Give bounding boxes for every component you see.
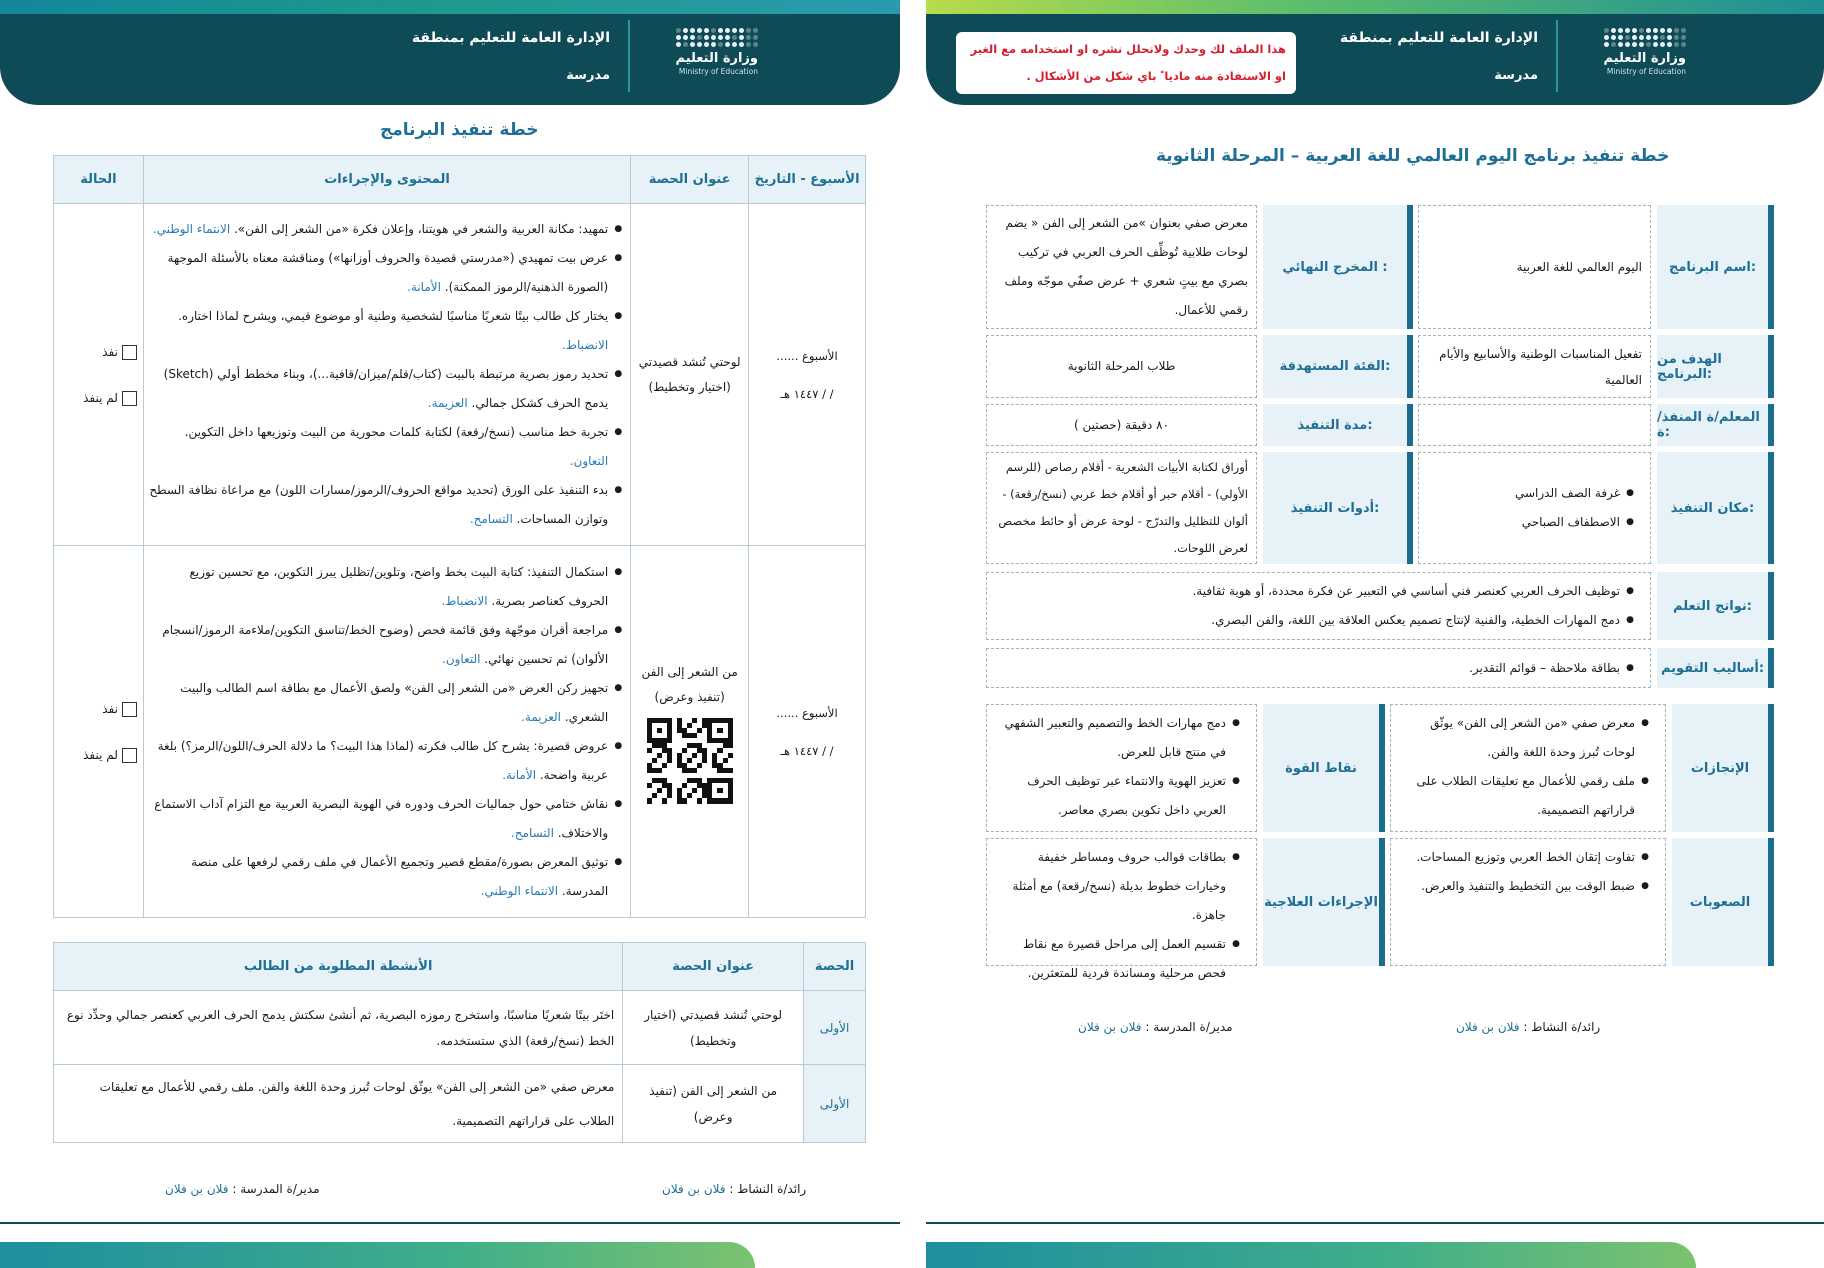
lesson-cell: [631, 546, 749, 918]
value-tag: الانضباط.: [441, 593, 488, 608]
logo-dots-icon: [1596, 28, 1686, 47]
label-place: مكان التنفيذ:: [1657, 452, 1774, 564]
content-item-text: عرض بيت تمهيدي («مدرستي قصيدة والحروف أوزانها») ومناقشة معناه بالأسئلة الموجهة (الصورة الذهنية/الرموز الممكنة).: [167, 251, 609, 294]
header-divider: [628, 20, 630, 92]
status-done-label: نفذ: [102, 701, 118, 716]
principal-signature: [165, 1182, 320, 1196]
col-session: الحصة: [804, 943, 866, 991]
lesson-title: من الشعر إلى الفن (تنفيذ وعرض): [641, 664, 738, 704]
label-difficulties: الصعوبات: [1672, 838, 1774, 966]
goal-value: تفعيل المناسبات الوطنية والأسابيع والأيام العالمية: [1418, 335, 1651, 398]
value-tag: الانضباط.: [562, 338, 609, 352]
status-done[interactable]: [54, 329, 143, 375]
achievements-list: [1399, 709, 1657, 825]
activity-cell: اختَر بيتًا شعريًا مناسبًا، واستخرج رموزه البصرية، ثم أنشئ سكتش يدمج الحرف العربي كعنصر جمالي وحدِّد نوع الخط (نسخ/رقعة) الذي ستستخدمه.: [54, 991, 623, 1065]
leader-name: فلان بن فلان: [1456, 1020, 1520, 1034]
content-item-text: تمهيد: مكانة العربية والشعر في هويتنا، وإعلان فكرة «من الشعر إلى الفن».: [230, 222, 609, 236]
school-text: مدرسة: [1494, 68, 1538, 83]
principal-label: مدير/ة المدرسة :: [232, 1182, 320, 1196]
leader-label: رائد/ة النشاط :: [1523, 1020, 1601, 1034]
content-item: [148, 244, 622, 302]
teacher-value[interactable]: [1418, 404, 1651, 446]
list-item: ● ملف رقمي للأعمال مع تعليقات الطلاب على قراراتهم التصميمية.: [1403, 767, 1649, 825]
content-item-text: توثيق المعرض بصورة/مقطع قصير وتجميع الأعمال في ملف رقمي لرفعها على منصة المدرسة.: [191, 854, 609, 898]
content-list: [144, 558, 630, 906]
table-row: [54, 991, 866, 1065]
content-cell: [143, 204, 630, 546]
status-done-label: نفذ: [102, 344, 118, 359]
content-item-text: عروض قصيرة: يشرح كل طالب فكرته (لماذا هذا البيت؟ ما دلالة الحرف/اللون/الرمز؟) بلغة عربية واضحة.: [157, 738, 609, 782]
place-list: [1427, 479, 1642, 537]
label-outcomes: نواتج التعلم:: [1657, 572, 1774, 640]
list-item: ● غرفة الصف الدراسي: [1431, 479, 1634, 508]
ministry-logo: [1596, 28, 1686, 92]
status-done[interactable]: [54, 686, 143, 732]
program-name-value: اليوم العالمي للغة العربية: [1418, 205, 1651, 329]
list-item: ● دمج مهارات الخط والتصميم والتعبير الشفهي في منتج قابل للعرض.: [999, 709, 1240, 767]
value-tag: التعاون.: [569, 454, 609, 468]
content-item-text: تجربة خط مناسب (نسخ/رقعة) لكتابة كلمات محورية من البيت وتوزيعها داخل التكوين.: [184, 425, 609, 439]
label-teacher: المعلم/ة المنفذ/ة:: [1657, 404, 1774, 446]
activity-leader-signature: [1456, 1020, 1600, 1034]
week-label: الأسبوع ......: [776, 348, 838, 363]
list-item: ● معرض صفي «من الشعر إلى الفن» يوثّق لوحات تُبرز وحدة اللغة والفن.: [1403, 709, 1649, 767]
outcomes-list: [995, 577, 1642, 635]
list-item: ● تعزيز الهوية والانتماء عبر توظيف الحرف العربي داخل تكوين بصري معاصر.: [999, 767, 1240, 825]
difficulties-value: [1390, 838, 1666, 966]
content-item: [148, 215, 622, 244]
directorate-text: الإدارة العامة للتعليم بمنطقة: [411, 30, 610, 46]
list-item: ● تقسيم العمل إلى مراحل قصيرة مع نقاط فحص مرحلية ومساندة فردية للمتعثرين.: [999, 930, 1240, 988]
evaluation-value: [986, 648, 1651, 688]
footer-bar: [926, 1242, 1696, 1268]
footer-line: [0, 1222, 900, 1224]
label-audience: الفئة المستهدفة:: [1263, 335, 1413, 398]
label-goal: الهدف من البرنامج:: [1657, 335, 1774, 398]
content-item: [148, 360, 622, 418]
audience-value: طلاب المرحلة الثانوية: [986, 335, 1257, 398]
content-item: [148, 790, 622, 848]
date-label: / / ١٤٤٧ هـ: [780, 386, 834, 401]
logo-text-ar: وزارة التعليم: [1603, 51, 1686, 66]
footer-bar: [0, 1242, 755, 1268]
list-item: ● بطاقات قوالب حروف ومساطر خفيفة وخيارات خطوط بديلة (نسخ/رقعة) مع أمثلة جاهزة.: [999, 843, 1240, 930]
page-title: خطة تنفيذ البرنامج: [380, 120, 539, 140]
content-item: [148, 674, 622, 732]
content-item-text: نقاش ختامي حول جماليات الحرف ودوره في الهوية البصرية العربية مع التزام آداب الاستماع والاختلاف.: [154, 796, 609, 840]
content-item: [148, 418, 622, 476]
content-item-text: استكمال التنفيذ: كتابة البيت بخط واضح، وتلوين/تظليل يبرز التكوين، مع تحسين توزيع الحروف كعناصر بصرية.: [189, 564, 609, 608]
value-tag: الأمانة.: [407, 280, 441, 294]
week-cell: [749, 546, 866, 918]
directorate-text: الإدارة العامة للتعليم بمنطقة: [1339, 30, 1538, 46]
label-evaluation: أساليب التقويم:: [1657, 648, 1774, 688]
table-row: [54, 204, 866, 546]
value-tag: الأمانة.: [502, 767, 537, 782]
week-label: الأسبوع ......: [776, 705, 838, 720]
session-cell: الأولى: [804, 1065, 866, 1143]
status-not-label: لم ينفذ: [83, 390, 118, 405]
list-item: ● توظيف الحرف العربي كعنصر فني أساسي في التعبير عن فكرة محددة، أو هوية ثقافية.: [999, 577, 1634, 606]
right-page: [926, 0, 1824, 1268]
value-tag: الانتماء الوطني.: [480, 883, 559, 898]
status-cell: [54, 204, 144, 546]
list-item: ● بطاقة ملاحظة – قوائم التقدير.: [999, 654, 1634, 683]
label-remedies: الإجراءات العلاجية: [1263, 838, 1385, 966]
session-cell: الأولى: [804, 991, 866, 1065]
value-tag: التسامح.: [510, 825, 554, 840]
header-strip: [926, 0, 1824, 14]
content-cell: [143, 546, 630, 918]
duration-value: ٨٠ دقيقة (حصتين ): [986, 404, 1257, 446]
content-item: [148, 558, 622, 616]
col-week: الأسبوع - التاريخ: [749, 156, 866, 204]
col-lesson: عنوان الحصة: [631, 156, 749, 204]
left-page: [0, 0, 900, 1268]
value-tag: الانتماء الوطني.: [152, 222, 231, 236]
col-status: الحالة: [54, 156, 144, 204]
list-item: ● الاصطفاف الصباحي: [1431, 508, 1634, 537]
label-achievements: الإنجازات: [1672, 704, 1774, 832]
logo-text-en: Ministry of Education: [678, 67, 758, 76]
week-cell: [749, 204, 866, 546]
status-not-done[interactable]: [54, 375, 143, 421]
footer-line: [926, 1222, 1824, 1224]
status-cell: [54, 546, 144, 918]
table-row: [54, 546, 866, 918]
header-strip: [0, 0, 900, 14]
outcomes-value: [986, 572, 1651, 640]
list-item: ● دمج المهارات الخطية، والفنية لإنتاج تصميم يعكس العلاقة بين اللغة، والفن البصري.: [999, 606, 1634, 635]
principal-label: مدير/ة المدرسة :: [1145, 1020, 1233, 1034]
content-item: [148, 476, 622, 534]
content-item-text: يختار كل طالب بيتًا شعريًا مناسبًا لشخصية وطنية أو موضوع قيمي، ويشرح لماذا اختاره.: [178, 309, 609, 323]
copyright-warning: هذا الملف لك وحدك ولانحلل نشره او استخدامه مع الغير او الاستفادة منه ماديا ً باي شكل من الأشكال .: [956, 32, 1296, 94]
leader-label: رائد/ة النشاط :: [729, 1182, 807, 1196]
content-item: [148, 732, 622, 790]
date-label: / / ١٤٤٧ هـ: [780, 743, 834, 758]
page-header: [926, 0, 1824, 105]
done-checkbox[interactable]: [122, 702, 137, 717]
principal-name: فلان بن فلان: [1078, 1020, 1142, 1034]
remedies-value: [986, 838, 1257, 980]
logo-dots-icon: [668, 28, 758, 47]
activity-leader-signature: [662, 1182, 806, 1196]
ministry-logo: [668, 28, 758, 92]
activity-cell: معرض صفي «من الشعر إلى الفن» يوثّق لوحات تُبرز وحدة اللغة والفن. ملف رقمي للأعمال مع تعليقات الطلاب على قراراتهم التصميمية.: [54, 1065, 623, 1143]
difficulties-list: [1399, 843, 1657, 901]
label-strengths: نقاط القوة: [1263, 704, 1385, 832]
page-title: خطة تنفيذ برنامج اليوم العالمي للغة العربية – المرحلة الثانوية: [1156, 146, 1670, 166]
table-row: [54, 1065, 866, 1143]
lesson-cell: لوحتي تُنشد قصيدتي (اختيار وتخطيط): [631, 204, 749, 546]
strengths-list: [995, 709, 1248, 825]
lesson-title-cell: لوحتي تُنشد قصيدتي (اختيار وتخطيط): [623, 991, 804, 1065]
content-item-text: مراجعة أقران موجّهة وفق قائمة فحص (وضوح الخط/تناسق التكوين/ملاءمة الرموز/انسجام الألوان) ثم تحسين نهائي.: [162, 622, 609, 666]
col-lesson-title: عنوان الحصة: [623, 943, 804, 991]
evaluation-list: [995, 654, 1642, 683]
place-value: [1418, 452, 1651, 564]
status-not-label: لم ينفذ: [83, 747, 118, 762]
content-item-text: تجهيز ركن العرض «من الشعر إلى الفن» ولصق الأعمال مع بطاقة اسم الطالب والبيت الشعري.: [180, 680, 609, 724]
lesson-title-cell: من الشعر إلى الفن (تنفيذ وعرض): [623, 1065, 804, 1143]
header-divider: [1556, 20, 1558, 92]
content-list: [144, 215, 630, 534]
list-item: ● ضبط الوقت بين التخطيط والتنفيذ والعرض.: [1403, 872, 1649, 901]
value-tag: التعاون.: [442, 651, 481, 666]
content-item: [148, 616, 622, 674]
done-checkbox[interactable]: [122, 345, 137, 360]
content-item: [148, 848, 622, 906]
qr-code-icon[interactable]: [647, 718, 733, 804]
leader-name: فلان بن فلان: [662, 1182, 726, 1196]
value-tag: التسامح.: [469, 512, 513, 526]
principal-name: فلان بن فلان: [165, 1182, 229, 1196]
tools-value: أوراق لكتابة الأبيات الشعرية - أقلام رصاص (للرسم الأولي) - أقلام حبر أو أقلام خط عربي (نسخ/رقعة) - ألوان للتظليل والتدرّج - لوحة عرض أو حائط مخصص لعرض اللوحات.: [986, 452, 1257, 564]
value-tag: العزيمة.: [521, 709, 562, 724]
list-item: ● تفاوت إتقان الخط العربي وتوزيع المساحات.: [1403, 843, 1649, 872]
not-done-checkbox[interactable]: [122, 391, 137, 406]
activities-table: [53, 942, 866, 1143]
label-duration: مدة التنفيذ:: [1263, 404, 1413, 446]
principal-signature: [1078, 1020, 1233, 1034]
logo-text-ar: وزارة التعليم: [675, 51, 758, 66]
final-output-value: معرض صفي بعنوان »من الشعر إلى الفن « يضم لوحات طلابية تُوظِّف الحرف العربي في تركيب بصري مع بيتٍ شعري + عرض صفّي موجّه وملف رقمي للأعمال.: [986, 205, 1257, 329]
content-item: [148, 302, 622, 360]
col-activities: الأنشطة المطلوبة من الطالب: [54, 943, 623, 991]
label-tools: أدوات التنفيذ:: [1263, 452, 1413, 564]
content-item-text: بدء التنفيذ على الورق (تحديد مواقع الحروف/الرموز/مسارات اللون) مع مراعاة نظافة السطح وتوازن المساحات.: [149, 483, 609, 526]
value-tag: العزيمة.: [427, 396, 468, 410]
status-not-done[interactable]: [54, 732, 143, 778]
achievements-value: [1390, 704, 1666, 832]
label-program-name: اسم البرنامج:: [1657, 205, 1774, 329]
remedies-list: [995, 843, 1248, 988]
not-done-checkbox[interactable]: [122, 748, 137, 763]
label-final-output: المخرج النهائي :: [1263, 205, 1413, 329]
school-text: مدرسة: [566, 68, 610, 83]
logo-text-en: Ministry of Education: [1606, 67, 1686, 76]
page-header: [0, 0, 900, 105]
plan-table: [53, 155, 866, 918]
col-content: المحتوى والإجراءات: [143, 156, 630, 204]
content-item-text: تحديد رموز بصرية مرتبطة بالبيت (كتاب/قلم/ميزان/قافية...)، وبناء مخطط أولي (Sketch) يدمج الحرف كشكل جمالي.: [163, 367, 609, 410]
strengths-value: [986, 704, 1257, 832]
